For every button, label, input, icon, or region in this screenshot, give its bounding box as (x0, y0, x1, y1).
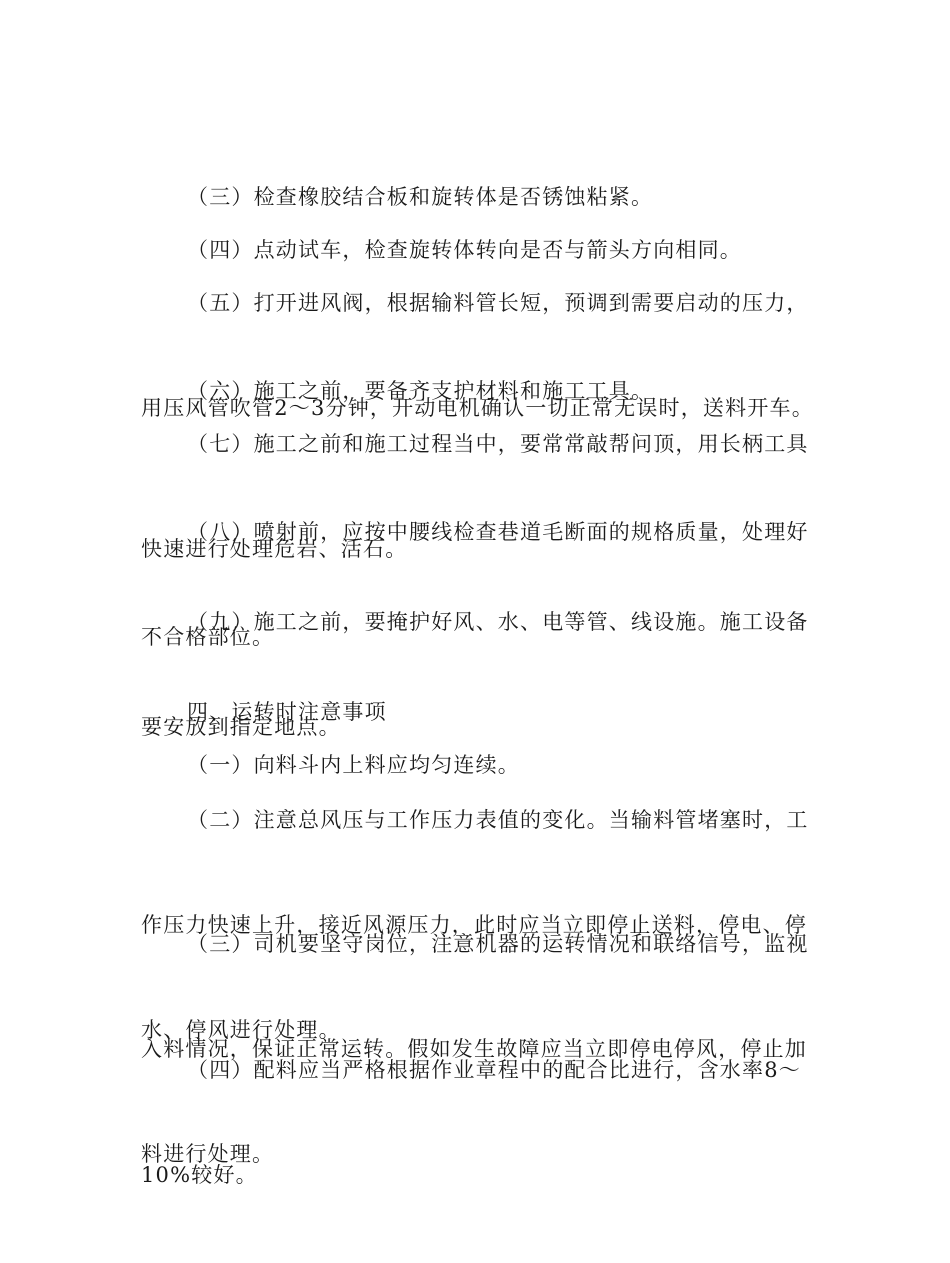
paragraph-line: 10%较好。 (141, 1163, 258, 1187)
paragraph-line: （一）向料斗内上料应均匀连续。 (187, 753, 520, 777)
paragraph-12 (141, 983, 807, 1263)
paragraph-line: （三）司机要坚守岗位，注意机器的运转情况和联络信号，监视 (187, 932, 809, 956)
paragraph-line: （四）配料应当严格根据作业章程中的配合比进行，含水率8～ (187, 1058, 801, 1082)
paragraph-line: 水、停风进行处理。 (141, 1018, 341, 1042)
paragraph-line: （五）打开进风阀，根据输料管长短，预调到需要启动的压力， (187, 291, 809, 315)
paragraph-line: 不合格部位。 (141, 625, 275, 649)
paragraph-line: 用压风管吹管2～3分钟，开动电机确认一切正常无误时，送料开车。 (141, 396, 814, 420)
section-heading-text: 四、运转时注意事项 (187, 700, 387, 724)
paragraph-line: 要安放到指定地点。 (141, 715, 341, 739)
paragraph-line: （二）注意总风压与工作压力表值的变化。当输料管堵塞时，工 (187, 808, 809, 832)
paragraph-line: （九）施工之前，要掩护好风、水、电等管、线设施。施工设备 (187, 610, 809, 634)
paragraph-line: （三）检查橡胶结合板和旋转体是否锈蚀粘紧。 (187, 185, 654, 209)
paragraph-line: 入料情况，保证正常运转。假如发生故障应当立即停电停风，停止加 (141, 1037, 807, 1061)
paragraph-line: （六）施工之前，要备齐支护材料和施工工具。 (187, 379, 654, 403)
paragraph-line: （四）点动试车，检查旋转体转向是否与箭头方向相同。 (187, 238, 742, 262)
paragraph-line: 料进行处理。 (141, 1142, 275, 1166)
paragraph-line: （七）施工之前和施工过程当中，要常常敲帮问顶，用长柄工具 (187, 432, 809, 456)
paragraph-line: 快速进行处理危岩、活石。 (141, 537, 408, 561)
paragraph-line: 作压力快速上升，接近风源压力，此时应当立即停止送料，停电、停 (141, 913, 807, 937)
paragraph-line: （八）喷射前，应按中腰线检查巷道毛断面的规格质量，处理好 (187, 520, 809, 544)
